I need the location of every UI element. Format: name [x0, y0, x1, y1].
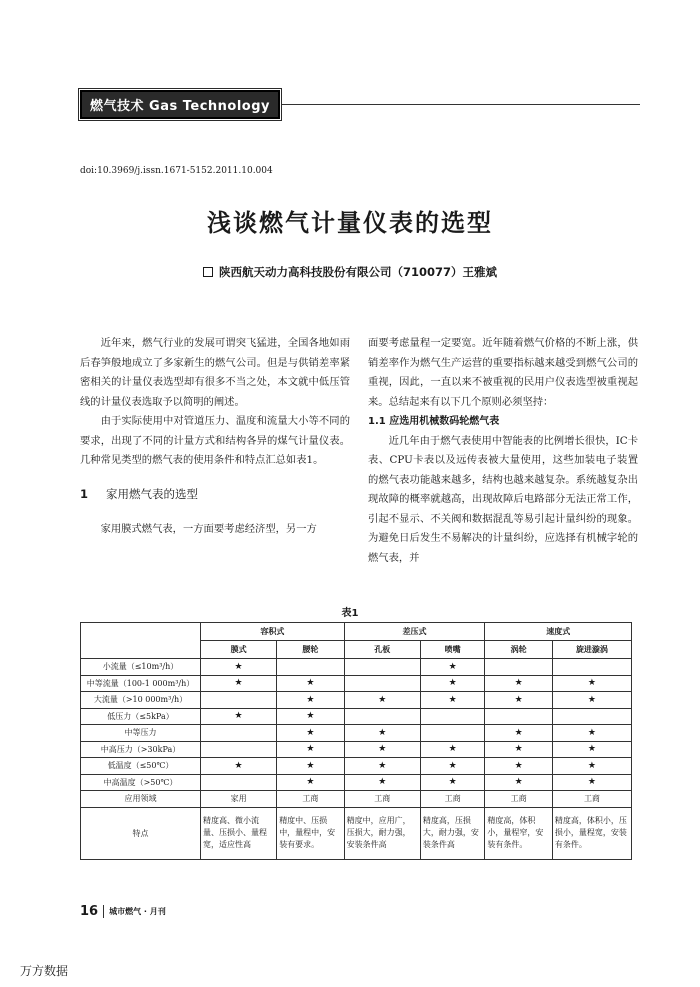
star-mark: ★	[552, 725, 631, 742]
table-row	[81, 659, 632, 676]
table-cell: 工商	[485, 791, 552, 808]
table-row	[81, 692, 632, 709]
section-header-bar	[80, 90, 640, 119]
star-mark: ★	[552, 741, 631, 758]
section-heading	[80, 485, 350, 505]
author-line	[0, 264, 700, 280]
feature-cell: 精度高、微小流量、压损小、量程宽，适应性高	[201, 807, 277, 859]
row-label: 中高压力（>30kPa）	[81, 741, 201, 758]
subsection-heading: 1.1 应选用机械数码轮燃气表	[368, 416, 500, 427]
page-footer	[80, 904, 166, 919]
journal-name: 城市燃气 · 月刊	[109, 907, 166, 916]
star-mark: ★	[420, 659, 485, 676]
star-mark: ★	[201, 708, 277, 725]
star-mark: ★	[485, 692, 552, 709]
feature-cell: 精度高，压损大，耐力强，安装条件高	[420, 807, 485, 859]
subtype-header: 膜式	[201, 641, 277, 659]
feature-cell: 精度中、压损中，量程中，安装有要求。	[277, 807, 344, 859]
table-cell	[344, 708, 420, 725]
features-row	[81, 807, 632, 859]
star-mark: ★	[344, 725, 420, 742]
table-cell	[552, 708, 631, 725]
star-mark: ★	[420, 774, 485, 791]
star-mark: ★	[485, 725, 552, 742]
section-tag: 燃气技术 Gas Technology	[80, 90, 280, 119]
meter-type-table	[80, 622, 632, 860]
table-cell: 工商	[277, 791, 344, 808]
subtype-header: 孔板	[344, 641, 420, 659]
star-mark: ★	[201, 758, 277, 775]
watermark-text: 万方数据	[20, 964, 69, 978]
right-column	[368, 334, 638, 568]
paragraph: 面要考虑量程一定要宽。近年随着燃气价格的不断上涨，供销差率作为燃气生产运营的重要指标越来越受到燃气公司的重视，因此，一直以来不被重视的民用户仪表选型被重视起来。总结起来有以下几个原则必须坚持：	[368, 337, 638, 408]
group-header: 速度式	[485, 623, 632, 641]
feature-cell: 精度高，体积小，量程窄，安装有条件。	[485, 807, 552, 859]
star-mark: ★	[277, 741, 344, 758]
star-mark: ★	[485, 675, 552, 692]
header-rule	[282, 104, 640, 105]
table-cell	[201, 741, 277, 758]
table-cell	[344, 675, 420, 692]
article-title: 浅谈燃气计量仪表的选型	[207, 208, 493, 237]
paragraph: 近几年由于燃气表使用中智能表的比例增长很快，IC卡表、CPU卡表以及远传表被大量使用，这些加装电子装置的燃气表功能越来越多，结构也越来越复杂。系统越复杂出现故障的概率就越高，出现故障后电路部分无法正常工作，引起不显示、不关阀和数据混乱等易引起计量纠纷的现象。为避免日后发生不易解决的计量纠纷，应选择有机械字轮的燃气表，并	[368, 434, 638, 564]
author-text: 陕西航天动力高科技股份有限公司（710077）王雅斌	[218, 265, 497, 279]
row-label: 中高温度（>50℃）	[81, 774, 201, 791]
table-cell	[552, 659, 631, 676]
star-mark: ★	[201, 675, 277, 692]
row-label: 中等流量（100-1 000m³/h）	[81, 675, 201, 692]
star-mark: ★	[344, 758, 420, 775]
table-cell	[344, 659, 420, 676]
table-cell	[277, 659, 344, 676]
star-mark: ★	[344, 741, 420, 758]
table-cell	[420, 725, 485, 742]
row-label: 低温度（≤50℃）	[81, 758, 201, 775]
star-mark: ★	[201, 659, 277, 676]
star-mark: ★	[552, 692, 631, 709]
star-mark: ★	[485, 741, 552, 758]
checkbox-square-icon	[203, 267, 213, 277]
star-mark: ★	[344, 774, 420, 791]
table-cell	[485, 659, 552, 676]
star-mark: ★	[420, 675, 485, 692]
star-mark: ★	[344, 692, 420, 709]
row-label: 大流量（>10 000m³/h）	[81, 692, 201, 709]
star-mark: ★	[485, 774, 552, 791]
footer-divider	[103, 905, 104, 918]
table-group-header-row	[81, 623, 632, 641]
paragraph: 近年来，燃气行业的发展可谓突飞猛进，全国各地如雨后春笋般地成立了多家新生的燃气公司。但是与供销差率紧密相关的计量仪表选型却有很多不当之处，本文就中低压管线的计量仪表选取予以简明的阐述。	[80, 337, 350, 408]
star-mark: ★	[552, 675, 631, 692]
table-cell: 工商	[344, 791, 420, 808]
star-mark: ★	[277, 708, 344, 725]
star-mark: ★	[277, 692, 344, 709]
row-label: 应用领域	[81, 791, 201, 808]
left-column	[80, 334, 350, 540]
paragraph: 家用膜式燃气表，一方面要考虑经济型，另一方	[100, 523, 317, 535]
table-row	[81, 675, 632, 692]
star-mark: ★	[485, 758, 552, 775]
table-cell: 工商	[552, 791, 631, 808]
table-cell: 家用	[201, 791, 277, 808]
section-title: 家用燃气表的选型	[106, 486, 199, 501]
star-mark: ★	[552, 758, 631, 775]
section-number: 1	[80, 486, 89, 501]
table-cell	[485, 708, 552, 725]
doi-text: doi:10.3969/j.issn.1671-5152.2011.10.004	[80, 166, 273, 176]
table-row	[81, 741, 632, 758]
star-mark: ★	[420, 741, 485, 758]
subtype-header: 腰轮	[277, 641, 344, 659]
table-row	[81, 708, 632, 725]
feature-cell: 精度中，应用广，压损大，耐力强，安装条件高	[344, 807, 420, 859]
group-header: 容积式	[201, 623, 345, 641]
subtype-header: 喷嘴	[420, 641, 485, 659]
table-cell	[420, 708, 485, 725]
table-corner-cell	[81, 623, 201, 659]
row-label: 小流量（≤10m³/h）	[81, 659, 201, 676]
star-mark: ★	[420, 758, 485, 775]
star-mark: ★	[552, 774, 631, 791]
star-mark: ★	[277, 774, 344, 791]
table-row	[81, 791, 632, 808]
star-mark: ★	[420, 692, 485, 709]
table-caption: 表1	[341, 608, 359, 619]
table-row	[81, 758, 632, 775]
table-cell	[201, 774, 277, 791]
feature-cell: 精度高，体积小，压损小，量程宽，安装有条件。	[552, 807, 631, 859]
star-mark: ★	[277, 758, 344, 775]
star-mark: ★	[277, 675, 344, 692]
star-mark: ★	[277, 725, 344, 742]
group-header: 差压式	[344, 623, 485, 641]
paragraph: 由于实际使用中对管道压力、温度和流量大小等不同的要求，出现了不同的计量方式和结构各异的煤气计量仪表。几种常见类型的燃气表的使用条件和特点汇总如表1。	[80, 415, 350, 466]
subtype-header: 旋进漩涡	[552, 641, 631, 659]
subtype-header: 涡轮	[485, 641, 552, 659]
page-number: 16	[80, 904, 99, 919]
table-row	[81, 774, 632, 791]
table-cell	[201, 725, 277, 742]
row-label: 中等压力	[81, 725, 201, 742]
table-row	[81, 725, 632, 742]
row-label: 低压力（≤5kPa）	[81, 708, 201, 725]
table-body	[81, 659, 632, 860]
table-cell: 工商	[420, 791, 485, 808]
table-cell	[201, 692, 277, 709]
features-label: 特点	[81, 807, 201, 859]
